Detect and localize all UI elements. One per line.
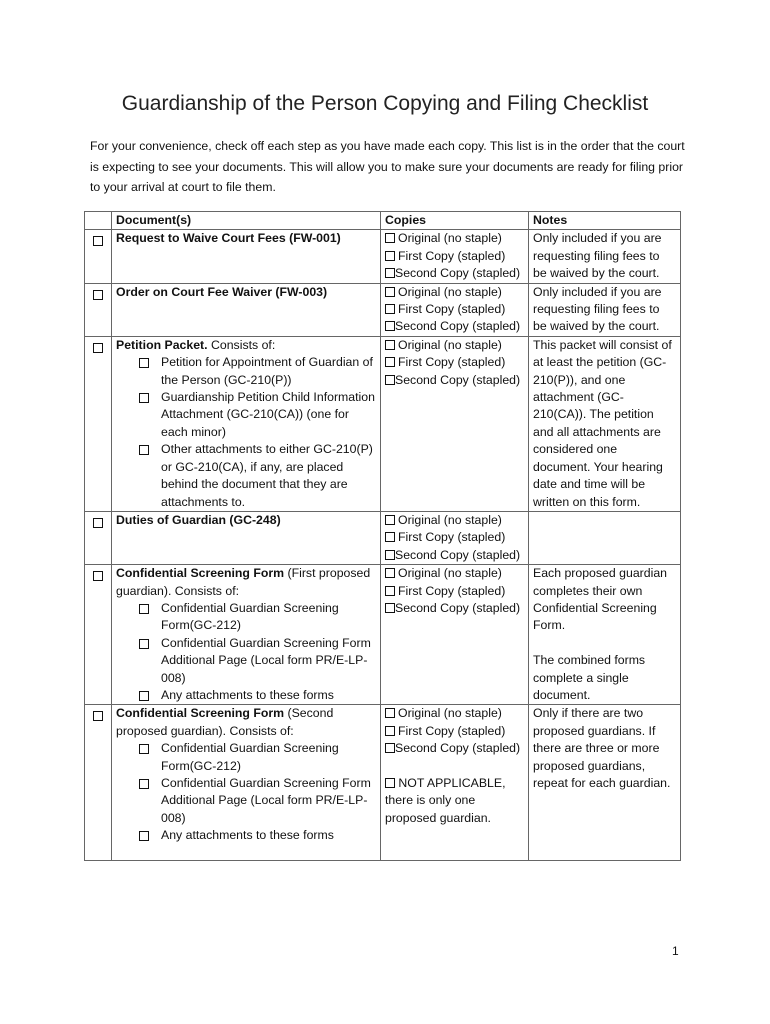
checkbox-icon[interactable] — [385, 268, 395, 278]
checkbox-icon[interactable] — [385, 304, 395, 314]
copy-item: First Copy (stapled) — [385, 583, 524, 600]
list-item: Guardianship Petition Child Information Attachment (GC-210(CA)) (one for each minor) — [138, 389, 376, 441]
header-notes: Notes — [529, 212, 681, 230]
copy-item: Original (no staple) — [385, 705, 524, 722]
document-title: Duties of Guardian (GC-248) — [116, 512, 281, 527]
copy-item: First Copy (stapled) — [385, 301, 524, 318]
copy-item: Second Copy (stapled) — [385, 265, 524, 282]
checklist-table — [84, 211, 681, 861]
document-subtitle: (First proposed guardian). Consists of: — [116, 566, 371, 598]
checkbox-icon[interactable] — [93, 290, 103, 300]
copy-item: First Copy (stapled) — [385, 529, 524, 546]
copy-item: Second Copy (stapled) — [385, 600, 524, 617]
page-title: Guardianship of the Person Copying and Filing Checklist — [121, 92, 649, 115]
notes-cell — [529, 511, 681, 564]
list-item: Petition for Appointment of Guardian of the Person (GC-210(P)) — [138, 354, 376, 389]
copy-item: Original (no staple) — [385, 512, 524, 529]
checkbox-icon[interactable] — [385, 375, 395, 385]
header-checkbox-cell — [85, 212, 112, 230]
checkbox-icon[interactable] — [139, 691, 149, 701]
notes-cell: This packet will consist of at least the petition (GC-210(P)), and one attachment (GC-210(CA)). The petition and all attachments are considered one document. Your hearing date and time will be written on this form. — [529, 336, 681, 511]
table-row — [85, 230, 681, 283]
document-title: Confidential Screening Form — [116, 566, 285, 581]
checkbox-icon[interactable] — [385, 603, 395, 613]
notes-cell: Only included if you are requesting filing fees to be waived by the court. — [529, 283, 681, 336]
checkbox-icon[interactable] — [385, 357, 395, 367]
checkbox-icon[interactable] — [93, 711, 103, 721]
checkbox-icon[interactable] — [139, 744, 149, 754]
checkbox-icon[interactable] — [139, 393, 149, 403]
checkbox-icon[interactable] — [385, 532, 395, 542]
notes-cell-extra: The combined forms complete a single document. — [533, 653, 646, 702]
list-item: Other attachments to either GC-210(P) or GC-210(CA), if any, are placed behind the document that they are attachments to. — [138, 441, 376, 511]
copy-item: Original (no staple) — [385, 230, 524, 247]
document-subtitle: (Second proposed guardian). Consists of: — [116, 706, 334, 738]
table-row — [85, 511, 681, 564]
copy-item: First Copy (stapled) — [385, 248, 524, 265]
document-subtitle: Consists of: — [211, 337, 276, 352]
checkbox-icon[interactable] — [385, 550, 395, 560]
checkbox-icon[interactable] — [385, 743, 395, 753]
checkbox-icon[interactable] — [385, 321, 395, 331]
copy-item: Original (no staple) — [385, 337, 524, 354]
checkbox-icon[interactable] — [385, 340, 395, 350]
table-row — [85, 336, 681, 511]
checkbox-icon[interactable] — [385, 233, 395, 243]
copy-item: Second Copy (stapled) — [385, 372, 524, 389]
copy-item: Second Copy (stapled) — [385, 547, 524, 564]
document-title: Petition Packet. — [116, 337, 208, 352]
table-row — [85, 705, 681, 861]
table-row — [85, 283, 681, 336]
checkbox-icon[interactable] — [385, 708, 395, 718]
checkbox-icon[interactable] — [385, 515, 395, 525]
copy-item: Second Copy (stapled) — [385, 318, 524, 335]
list-item: Any attachments to these forms — [138, 687, 376, 704]
header-documents: Document(s) — [112, 212, 381, 230]
notes-cell: Only included if you are requesting filing fees to be waived by the court. — [529, 230, 681, 283]
list-item: Confidential Guardian Screening Form(GC-212) — [138, 600, 376, 635]
list-item: Confidential Guardian Screening Form(GC-212) — [138, 740, 376, 775]
page-number: 1 — [672, 944, 679, 958]
list-item: Confidential Guardian Screening Form Additional Page (Local form PR/E-LP-008) — [138, 775, 376, 827]
checkbox-icon[interactable] — [139, 639, 149, 649]
copy-item: First Copy (stapled) — [385, 354, 524, 371]
list-item: Any attachments to these forms — [138, 827, 376, 844]
copy-item: Original (no staple) — [385, 565, 524, 582]
copy-item-not-applicable: NOT APPLICABLE, there is only one proposed guardian. — [385, 775, 506, 825]
intro-paragraph: For your convenience, check off each step as you have made each copy. This list is in the order that the court is expecting to see your documents. This will allow you to make sure your documents are ready for filing prior to your arrival at court to file them. — [90, 139, 685, 194]
notes-cell: Only if there are two proposed guardians. If there are three or more proposed guardians, repeat for each guardian. — [529, 705, 681, 861]
checkbox-icon[interactable] — [385, 778, 395, 788]
list-item: Confidential Guardian Screening Form Additional Page (Local form PR/E-LP-008) — [138, 635, 376, 687]
checkbox-icon[interactable] — [139, 831, 149, 841]
checkbox-icon[interactable] — [139, 445, 149, 455]
document-title: Order on Court Fee Waiver (FW-003) — [116, 284, 328, 299]
header-copies: Copies — [381, 212, 529, 230]
document-title: Request to Waive Court Fees (FW-001) — [116, 231, 341, 246]
document-title: Confidential Screening Form — [116, 706, 285, 721]
checkbox-icon[interactable] — [385, 586, 395, 596]
checkbox-icon[interactable] — [139, 358, 149, 368]
copy-item: Second Copy (stapled) — [385, 740, 524, 757]
checkbox-icon[interactable] — [385, 287, 395, 297]
checkbox-icon[interactable] — [385, 726, 395, 736]
copy-item: First Copy (stapled) — [385, 723, 524, 740]
checkbox-icon[interactable] — [93, 518, 103, 528]
copy-item: Original (no staple) — [385, 284, 524, 301]
checkbox-icon[interactable] — [385, 568, 395, 578]
table-header-row — [85, 212, 681, 230]
checkbox-icon[interactable] — [139, 604, 149, 614]
table-row — [85, 565, 681, 705]
checkbox-icon[interactable] — [93, 571, 103, 581]
checkbox-icon[interactable] — [139, 779, 149, 789]
checkbox-icon[interactable] — [385, 251, 395, 261]
notes-cell: Each proposed guardian completes their own Confidential Screening Form. — [533, 566, 667, 633]
checkbox-icon[interactable] — [93, 236, 103, 246]
checkbox-icon[interactable] — [93, 343, 103, 353]
